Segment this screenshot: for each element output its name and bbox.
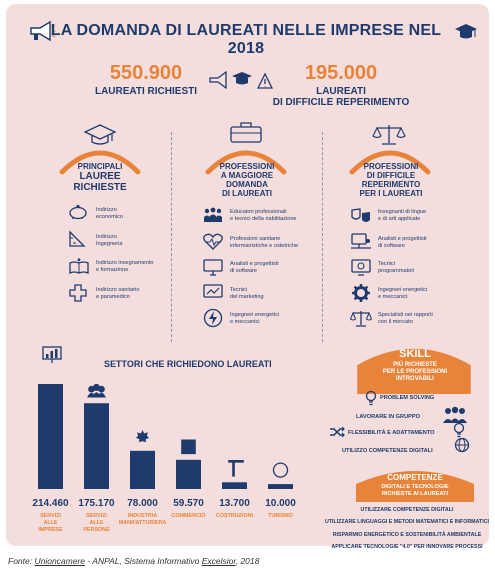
skill-item: LAVORARE IN GRUPPO (356, 414, 420, 420)
category-label: ALLE (43, 520, 58, 526)
programming-screen-icon (350, 258, 372, 276)
competenze-item: UTILIZZARE LINGUAGGI E METODI MATEMATICI E INFORMATICI (324, 519, 490, 525)
bar-2 (130, 451, 155, 489)
category-label: SERVIZI (40, 513, 61, 519)
skill-item: FLESSIBILITÀ E ADATTAMENTO (348, 430, 435, 436)
briefcase-icon (228, 120, 264, 144)
competenze-item: UTILIZZARE COMPETENZE DIGITALI (360, 507, 454, 513)
bar-value-label: 175.170 (78, 498, 115, 509)
list-item: Analisti e progettisti di software (378, 236, 427, 249)
sectors-bar-chart (30, 364, 315, 549)
open-book-icon (68, 258, 90, 276)
gear-icon (137, 431, 149, 442)
list-item: Ingegneri energetici e meccanici (378, 287, 428, 300)
chart-presentation-icon (42, 346, 62, 364)
category-label: TURISMO (268, 513, 293, 519)
globe-icon (274, 463, 288, 477)
heartbeat-icon (202, 233, 224, 251)
hard-to-find-value: 195.000 (304, 62, 378, 84)
people-group-icon (202, 207, 224, 223)
market-scales-icon (350, 309, 372, 327)
list-item: Insegnanti di lingue e di arti applicate (378, 209, 427, 222)
column-title-top-professions: PROFESSIONI A MAGGIORE DOMANDA DI LAUREATI (219, 162, 275, 198)
category-label: MANIFATTURIERA (118, 520, 167, 526)
skill-item: UTILIZZO COMPETENZE DIGITALI (342, 448, 433, 454)
bar-3 (176, 460, 201, 489)
source-footer: Fonte: Unioncamere - ANPAL, Sistema Informativo Excelsior, 2018 (8, 556, 260, 566)
list-item: Professioni sanitarie infermieristiche e ostetriche (230, 236, 299, 249)
ruler-compass-icon (68, 230, 88, 248)
building-icon (182, 440, 196, 454)
graduation-cap-icon (454, 22, 478, 42)
marketing-monitor-icon (202, 283, 224, 301)
skill-subtitle: PIÙ RICHIESTE PER LE PROFESSIONI INTROVABILI (382, 362, 448, 382)
page-title: LA DOMANDA DI LAUREATI NELLE IMPRESE NEL 2018 (50, 22, 442, 57)
bar-value-label: 10.000 (265, 498, 296, 509)
people-icon (88, 384, 106, 397)
infographic-panel (6, 4, 490, 550)
crane-icon (229, 460, 244, 476)
list-item: Indirizzo insegnamento e formazione (96, 260, 154, 273)
hard-to-find-label: LAUREATI DI DIFFICILE REPERIMENTO (272, 86, 410, 108)
category-label: PERSONE (83, 527, 110, 533)
lightbulb-idea-icon (452, 422, 466, 438)
list-item: Tecnici programmatori (378, 261, 415, 274)
skill-title: SKILL (399, 348, 431, 360)
list-item: Indirizzo Ingegneria (96, 234, 123, 247)
graduation-hat-diploma-icon (82, 122, 118, 146)
medical-cross-icon (69, 284, 87, 302)
column-title-hard-professions: PROFESSIONI DI DIFFICILE REPERIMENTO PER I LAUREATI (359, 162, 423, 198)
list-item: Indirizzo sanitario e paramedico (96, 287, 140, 300)
list-item: Specialisti nei rapporti con il mercato (378, 312, 433, 325)
column-divider (322, 132, 323, 342)
competenze-title: COMPETENZE (387, 473, 443, 482)
graduates-requested-value: 550.900 (109, 62, 183, 84)
list-item: Tecnici del marketing (230, 287, 264, 300)
column-title-main-degrees: PRINCIPALI LAUREE RICHIESTE (73, 162, 127, 193)
theater-masks-icon (350, 207, 372, 225)
list-item: Ingegneri energetici e meccanici (230, 312, 280, 325)
category-label: IMPRESE (38, 527, 63, 533)
graduates-requested-label: LAUREATI RICHIESTI (94, 86, 198, 97)
column-divider (171, 132, 172, 342)
category-label: INDUSTRIA (127, 513, 158, 519)
bar-0 (38, 384, 63, 489)
bar-value-label: 59.570 (173, 498, 204, 509)
category-label: COMMERCIO (171, 513, 206, 519)
bar-value-label: 214.460 (32, 498, 69, 509)
list-item: Analisti e progettisti di software (230, 261, 279, 274)
skill-item: PROBLEM SOLVING (380, 395, 435, 401)
bar-5 (268, 484, 293, 489)
bar-value-label: 78.000 (127, 498, 158, 509)
category-label: ALLE (89, 520, 104, 526)
energy-bolt-icon (202, 308, 224, 328)
sectors-title: SETTORI CHE RICHIEDONO LAUREATI (104, 359, 272, 369)
category-label: SERVIZI (86, 513, 107, 519)
bar-1 (84, 403, 109, 489)
scales-icon (372, 122, 406, 146)
shuffle-arrows-icon (329, 426, 345, 438)
bar-4 (222, 482, 247, 489)
piggy-bank-icon (68, 204, 88, 220)
globe-icon (454, 437, 470, 453)
computer-icon (202, 258, 224, 276)
gear-icon (351, 283, 371, 303)
category-label: COSTRUZIONI (215, 513, 254, 519)
list-item: Educatori professionali e tecnici della riabilitazione (230, 209, 297, 222)
competenze-item: RISPARMIO ENERGETICO E SOSTENIBILITÀ AMBIENTALE (332, 532, 482, 538)
list-item: Indirizzo economico (96, 207, 124, 220)
bar-value-label: 13.700 (219, 498, 250, 509)
competenze-subtitle: DIGITALI E TECNOLOGIE RICHIESTE AI LAUREATI (381, 484, 449, 497)
competenze-item: APPLICARE TECNOLOGIE "4.0" PER INNOVARE PROCESSI (331, 544, 483, 550)
lightbulb-icon (364, 390, 378, 406)
desk-computer-icon (350, 233, 372, 251)
